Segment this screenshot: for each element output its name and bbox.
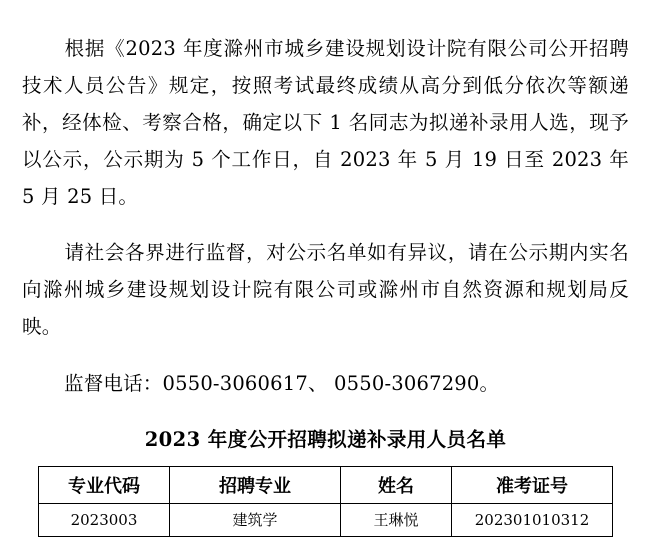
table-header-row <box>39 466 613 503</box>
table-title: 2023 年度公开招聘拟递补录用人员名单 <box>144 427 507 451</box>
paragraph-text: 根据《2023 年度滁州市城乡建设规划设计院有限公司公开招聘技术人员公告》规定，按照考试最终成绩从高分到低分依次等额递补，经体检、考察合格，确定以下 1 名同志为拟递补录用人选，现予以公示，公示期为 5 个工作日，自 2023 年 5 月 19 日至 2023 年 5 月 25 日。 <box>22 36 629 208</box>
cell-major: 建筑学 <box>170 503 341 536</box>
cell-admission-ticket: 202301010312 <box>452 503 613 536</box>
cell-name: 王琳悦 <box>341 503 452 536</box>
paragraph-text: 监督电话：0550-3060617、 0550-3067290。 <box>64 371 500 395</box>
paragraph-text: 请社会各界进行监督，对公示名单如有异议，请在公示期内实名向滁州城乡建设规划设计院有限公司或滁州市自然资源和规划局反映。 <box>22 241 629 338</box>
column-header-major: 招聘专业 <box>170 466 341 503</box>
table-row <box>39 503 613 536</box>
column-header-name: 姓名 <box>341 466 452 503</box>
column-header-major-code: 专业代码 <box>39 466 170 503</box>
column-header-admission-ticket: 准考证号 <box>452 466 613 503</box>
paragraph-announcement <box>22 30 629 215</box>
paragraph-hotline <box>22 365 629 402</box>
cell-major-code: 2023003 <box>39 503 170 536</box>
recruitment-roster-table <box>38 466 613 537</box>
paragraph-supervision <box>22 234 629 345</box>
